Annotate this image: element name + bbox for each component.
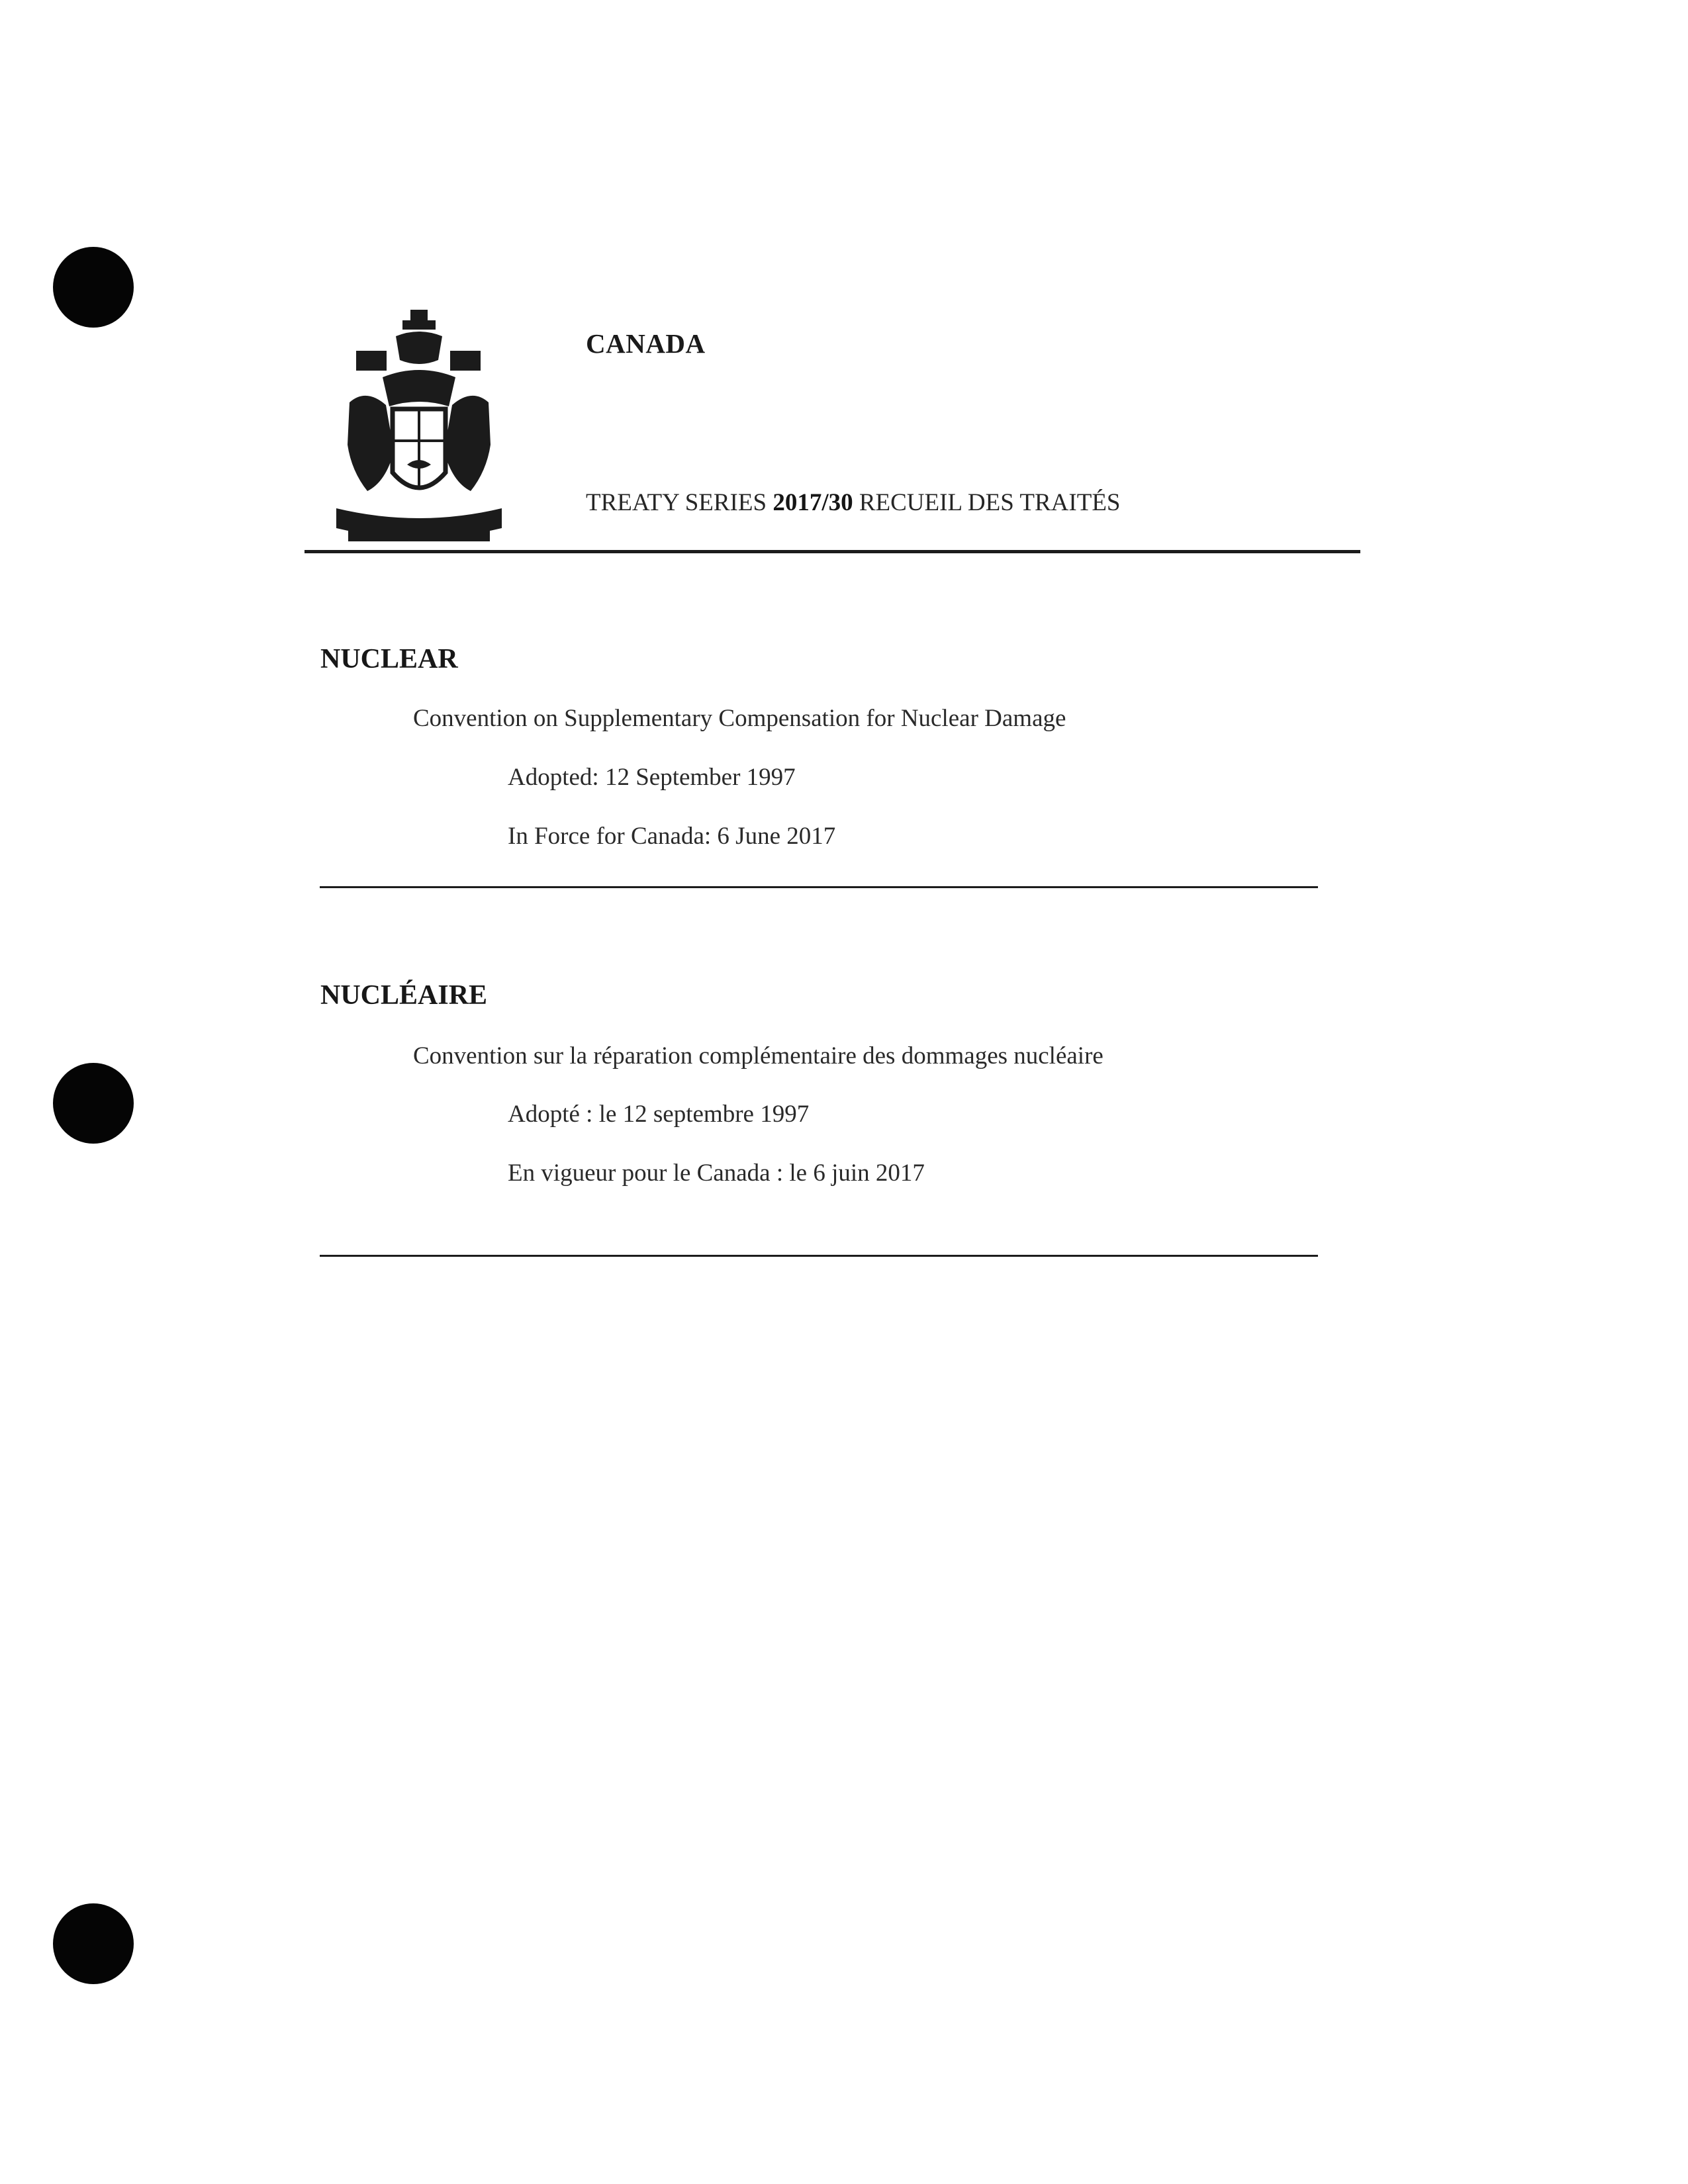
punch-hole bbox=[53, 1063, 134, 1144]
section-divider bbox=[320, 1255, 1318, 1257]
treaty-title-en: Convention on Supplementary Compensation for Nuclear Damage bbox=[413, 705, 1066, 732]
punch-hole bbox=[53, 247, 134, 328]
section-title-fr: NUCLÉAIRE bbox=[320, 980, 488, 1011]
coat-of-arms-icon bbox=[330, 310, 508, 543]
series-label-en: TREATY SERIES bbox=[586, 489, 767, 516]
country-heading: CANADA bbox=[586, 328, 706, 359]
header-divider bbox=[305, 550, 1360, 553]
section-divider bbox=[320, 886, 1318, 888]
in-force-date-en: In Force for Canada: 6 June 2017 bbox=[508, 823, 836, 850]
series-label-fr: RECUEIL DES TRAITÉS bbox=[859, 489, 1121, 516]
section-title-en: NUCLEAR bbox=[320, 644, 458, 674]
adopted-date-en: Adopted: 12 September 1997 bbox=[508, 764, 796, 791]
treaty-title-fr: Convention sur la réparation complémentaire des dommages nucléaire bbox=[413, 1042, 1103, 1069]
treaty-series-line bbox=[586, 488, 1121, 517]
adopted-date-fr: Adopté : le 12 septembre 1997 bbox=[508, 1101, 810, 1128]
series-number: 2017/30 bbox=[773, 489, 853, 516]
punch-hole bbox=[53, 1903, 134, 1984]
in-force-date-fr: En vigueur pour le Canada : le 6 juin 2017 bbox=[508, 1160, 925, 1187]
